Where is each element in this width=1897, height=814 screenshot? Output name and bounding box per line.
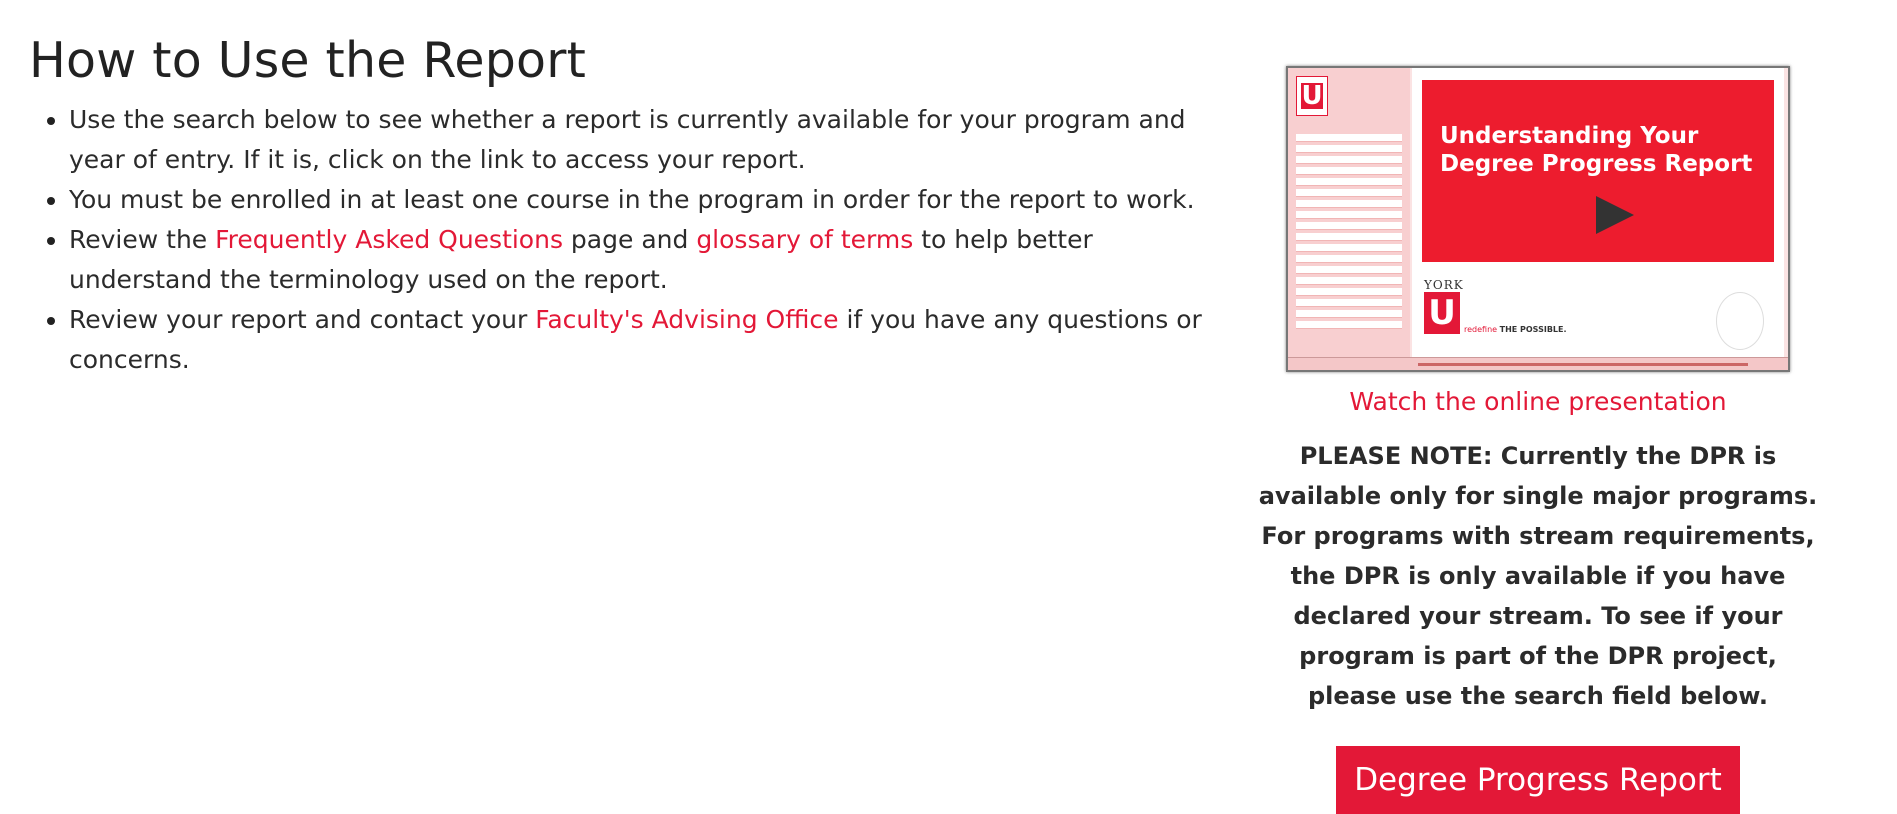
list-item-text: page and xyxy=(562,225,697,254)
page-title: How to Use the Report xyxy=(29,32,586,89)
list-item-text: Review the xyxy=(69,225,216,254)
instructions-section xyxy=(29,26,1219,380)
video-title-slide xyxy=(1422,80,1774,262)
dpr-availability-note: PLEASE NOTE: Currently the DPR is available only for single major programs. For programs with stream requirements, the DPR is only available if you have declared your stream. To see if your program is part of the DPR project, please use the search field below. xyxy=(1258,442,1818,710)
list-item-text: to help better understand the terminology used on the report. xyxy=(69,225,1093,294)
list-item-text: Use the search below to see whether a report is currently available for your program and year of entry. If it is, click on the link to access your report. xyxy=(69,105,1186,174)
list-item xyxy=(69,100,1219,180)
list-item-text: if you have any questions or concerns. xyxy=(69,305,1202,374)
video-progress-bar[interactable] xyxy=(1418,363,1748,366)
play-icon[interactable] xyxy=(1596,196,1634,234)
video-stage xyxy=(1412,68,1784,358)
video-outline-sidebar xyxy=(1288,68,1410,370)
advising-office-link[interactable]: Faculty's Advising Office xyxy=(535,305,839,334)
video-slide-title: Understanding Your Degree Progress Report xyxy=(1440,123,1753,177)
list-item xyxy=(69,220,1219,300)
york-brand-logo: YORK U redefine THE POSSIBLE. xyxy=(1424,278,1567,334)
degree-progress-report-button[interactable]: Degree Progress Report xyxy=(1336,746,1740,814)
video-thumbnail[interactable] xyxy=(1286,66,1790,372)
university-seal-icon xyxy=(1716,292,1764,350)
list-item xyxy=(69,180,1219,220)
faq-link[interactable]: Frequently Asked Questions xyxy=(215,225,563,254)
presentation-panel xyxy=(1258,66,1818,814)
list-item-text: You must be enrolled in at least one course in the program in order for the report to work. xyxy=(69,185,1195,214)
watch-presentation-link[interactable]: Watch the online presentation xyxy=(1349,387,1727,416)
instructions-list xyxy=(29,100,1219,380)
list-item-text: Review your report and contact your xyxy=(69,305,536,334)
glossary-link[interactable]: glossary of terms xyxy=(696,225,914,254)
list-item xyxy=(69,300,1219,380)
york-logo-icon xyxy=(1296,76,1328,116)
